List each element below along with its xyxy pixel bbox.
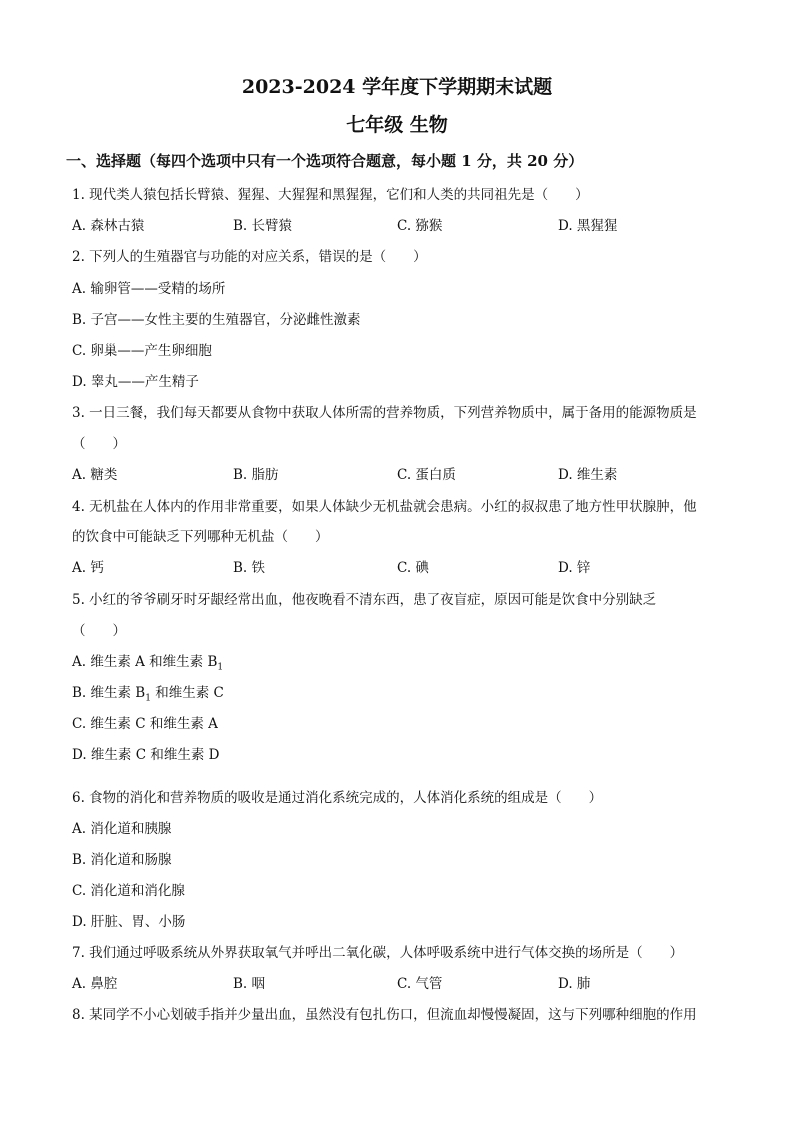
question-4-option-d: D. 锌: [558, 560, 591, 576]
question-2-option-d: D. 睾丸——产生精子: [72, 374, 199, 390]
question-5-answer-paren: （ ）: [72, 623, 126, 639]
question-1-option-c: C. 猕猴: [397, 218, 443, 234]
question-7-option-c: C. 气管: [397, 976, 443, 992]
question-4-stem-line-2: 的饮食中可能缺乏下列哪种无机盐（ ）: [72, 529, 329, 545]
question-1-option-d: D. 黑猩猩: [558, 218, 618, 234]
question-7-stem: 7. 我们通过呼吸系统从外界获取氧气并呼出二氧化碳，人体呼吸系统中进行气体交换的场所是（ ）: [72, 945, 684, 961]
question-3-answer-paren: （ ）: [72, 436, 126, 452]
question-5-option-d: D. 维生素 C 和维生素 D: [72, 747, 220, 763]
question-5-stem: 5. 小红的爷爷刷牙时牙龈经常出血，他夜晚看不清东西，患了夜盲症，原因可能是饮食中分别缺乏: [72, 592, 657, 608]
question-7-option-b: B. 咽: [233, 976, 266, 992]
question-1-stem: 1. 现代类人猿包括长臂猿、猩猩、大猩猩和黑猩猩，它们和人类的共同祖先是（ ）: [72, 187, 589, 203]
question-2-option-b: B. 子宫——女性主要的生殖器官，分泌雌性激素: [72, 312, 361, 328]
section-heading: 一、选择题（每四个选项中只有一个选项符合题意，每小题 1 分，共 20 分）: [66, 152, 584, 170]
question-4-option-a: A. 钙: [72, 560, 104, 576]
question-6-option-b: B. 消化道和肠腺: [72, 852, 172, 868]
question-7-option-a: A. 鼻腔: [72, 976, 118, 992]
question-1-option-a: A. 森林古猿: [72, 218, 145, 234]
question-5-option-c: C. 维生素 C 和维生素 A: [72, 716, 218, 732]
question-1-option-b: B. 长臂猿: [233, 218, 293, 234]
exam-title: 2023-2024 学年度下学期期末试题: [241, 76, 553, 98]
question-6-option-d: D. 肝脏、胃、小肠: [72, 914, 186, 930]
question-2-stem: 2. 下列人的生殖器官与功能的对应关系，错误的是（ ）: [72, 249, 427, 265]
question-6-option-a: A. 消化道和胰腺: [72, 821, 172, 837]
exam-subtitle: 七年级 生物: [346, 114, 448, 136]
question-6-stem: 6. 食物的消化和营养物质的吸收是通过消化系统完成的，人体消化系统的组成是（ ）: [72, 790, 603, 806]
question-4-stem-line-1: 4. 无机盐在人体内的作用非常重要，如果人体缺少无机盐就会患病。小红的叔叔患了地方性甲状腺肿，他: [72, 499, 697, 515]
question-3-stem: 3. 一日三餐，我们每天都要从食物中获取人体所需的营养物质，下列营养物质中，属于备用的能源物质是: [72, 405, 697, 421]
question-3-option-b: B. 脂肪: [233, 467, 279, 483]
question-5-option-a: A. 维生素 A 和维生素 $B_1$: [72, 654, 224, 673]
question-3-option-a: A. 糖类: [72, 467, 118, 483]
question-4-option-b: B. 铁: [233, 560, 266, 576]
question-7-option-d: D. 肺: [558, 976, 591, 992]
question-5-option-b: B. 维生素 $B_1$ 和维生素 C: [72, 685, 224, 704]
question-3-option-c: C. 蛋白质: [397, 467, 456, 483]
question-6-option-c: C. 消化道和消化腺: [72, 883, 185, 899]
question-4-option-c: C. 碘: [397, 560, 429, 576]
question-3-option-d: D. 维生素: [558, 467, 618, 483]
question-2-option-a: A. 输卵管——受精的场所: [72, 281, 226, 297]
question-8-stem: 8. 某同学不小心划破手指并少量出血，虽然没有包扎伤口，但流血却慢慢凝固，这与下列哪种细胞的作用: [72, 1007, 697, 1023]
question-2-option-c: C. 卵巢——产生卵细胞: [72, 343, 212, 359]
